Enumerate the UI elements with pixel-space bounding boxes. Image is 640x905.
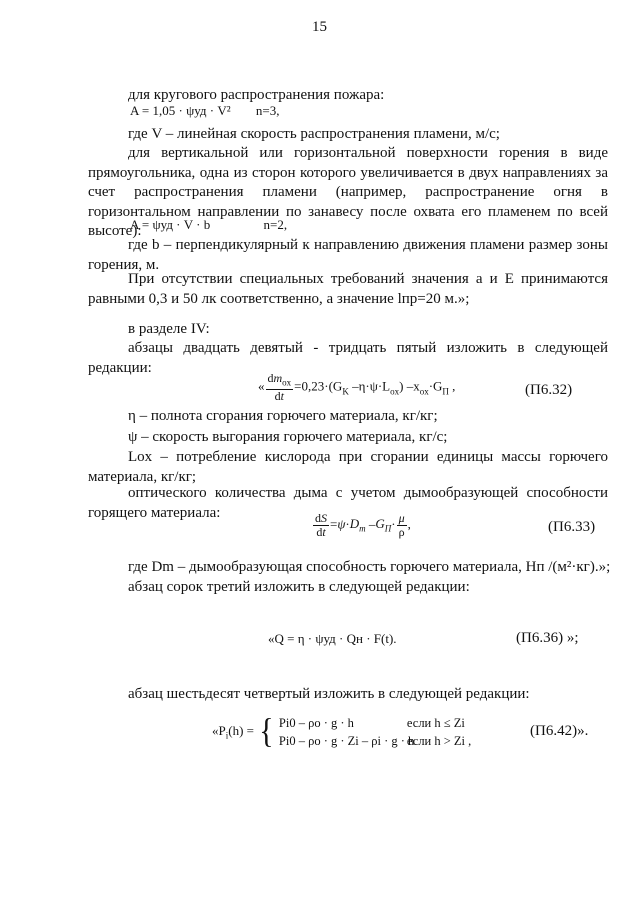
text-line: для кругового распространения пожара:: [128, 87, 385, 103]
formula-exponent: n=2,: [263, 217, 288, 232]
paragraph: где b – перпендикулярный к направлению движения пламени размер зоны горения, м.: [88, 237, 608, 273]
formula-expression: A = ψуд · V · b: [130, 217, 211, 232]
paragraph: абзацы двадцать девятый - тридцать пятый изложить в следующей редакции:: [88, 340, 608, 376]
text-line: где V – линейная скорость распространения пламени, м/с;: [128, 126, 500, 142]
paragraph: для вертикальной или горизонтальной поверхности горения в виде прямоугольника, одна из сторон которого увеличивается в двух направлениях за счет распространения пламени (например, распространение огня в горизонтальном направлении по занавесу после охвата его пламенем по всей высоте):: [88, 145, 608, 239]
case-condition-2: если h > Zi ,: [406, 734, 472, 748]
formula-number: (П6.33): [548, 519, 596, 535]
case-row-2: Pi0 – ρo · g · Zi – ρi · g · h: [278, 734, 415, 748]
text-line: ψ – скорость выгорания горючего материала, кг/с;: [128, 429, 448, 445]
text-line: абзац сорок третий изложить в следующей редакции:: [128, 579, 470, 595]
paragraph: оптического количества дыма с учетом дымообразующей способности горящего материала:: [88, 485, 608, 521]
formula-area-circular: [130, 103, 279, 119]
case-row-1: Pi0 – ρo · g · h: [278, 716, 354, 730]
formula-number: (П6.32): [525, 382, 573, 398]
formula-area-rectangular: [130, 217, 287, 233]
paragraph: Lox – потребление кислорода при сгорании единицы массы горючего материала, кг/кг;: [88, 449, 608, 485]
left-brace-icon: {: [259, 712, 274, 751]
page-number: 15: [312, 19, 327, 35]
formula-p6-32: « $\frac{dm_{ox}}{dt}$ $=0,23\cdot(G_K$ $-\eta\cdot\psi\cdot L_{ox}$) $-x_{ox}\cdot G_П$ ,: [258, 371, 456, 404]
formula-number: (П6.42)».: [530, 723, 589, 739]
text-line: где Dm – дымообразующая способность горючего материала, Нп /(м²·кг).»;: [128, 559, 611, 575]
formula-p6-42: «$P_i(h)$ = { Pi0 – ρo · g · h если h ≤ Zi Pi0 – ρo · g · Zi – ρi · g · h если h > Zi ,: [212, 712, 472, 751]
text-line: η – полнота сгорания горючего материала, кг/кг;: [128, 408, 438, 424]
paragraph: При отсутствии специальных требований значения а и Е принимаются равными 0,3 и 50 лк соответственно, а значение lпр=20 м.»;: [88, 271, 608, 307]
formula-exponent: n=3,: [255, 103, 280, 118]
case-condition-1: если h ≤ Zi: [406, 716, 465, 730]
formula-expression: A = 1,05 · ψуд · V²: [130, 103, 231, 118]
formula-number: (П6.36) »;: [516, 630, 579, 646]
text-line: в разделе IV:: [128, 321, 210, 337]
text-line: абзац шестьдесят четвертый изложить в следующей редакции:: [128, 686, 530, 702]
formula-p6-33: $\frac{dS}{dt}$ $=\psi\cdot D_m$ $-G_П\cdot$ $\frac{\mu}{\rho}$ ,: [315, 511, 411, 539]
formula-p6-36: «Q = η · ψуд · Qн · F(t).: [268, 631, 397, 646]
